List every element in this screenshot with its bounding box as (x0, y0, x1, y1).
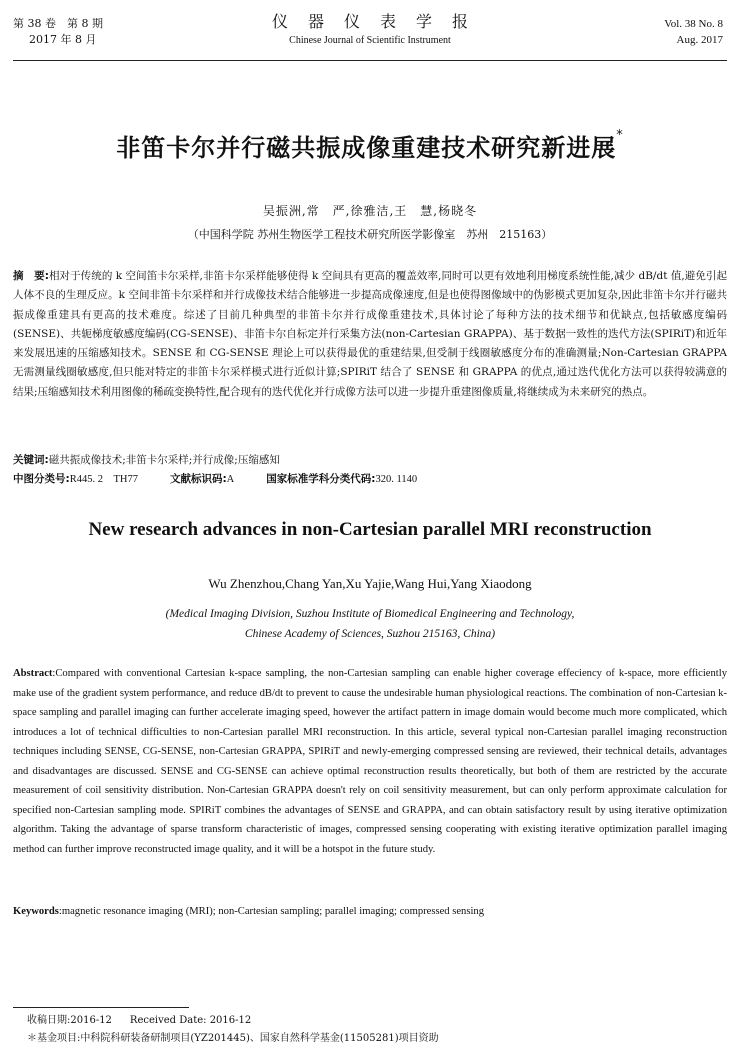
date-cn: 2017 年 8 月 (29, 33, 97, 46)
abstract-cn-text: 相对于传统的 k 空间笛卡尔采样,非笛卡尔采样能够使得 k 空间具有更高的覆盖效率,同时可以更有效地利用梯度系统性能,减少 dB/dt 值,避免引起人体不良的生理反应。k 空间非笛卡尔采样和并行成像技术结合能够进一步提高成像速度,但是也使得图像域中的伪影模式更加复杂,因此非笛卡尔并行磁共振成像重建具有更高的技术难度。综述了目前几种典型的非笛卡尔并行成像重建技术,具体讨论了每种方法的技术细节和优缺点,包括敏感度编码(SENSE)、共轭梯度敏感度编码(CG-SENSE)、非笛卡尔自标定并行采集方法(non-Cartesian GRAPPA)、基于数据一致性的迭代方法(SPIRiT)和近年来发展迅速的压缩感知技术。SENSE 和 CG-SENSE 理论上可以获得最优的重建结果,但受制于线圈敏感度分布的准确测量;Non-Cartesian GRAPPA 无需测量线圈敏感度,但只能对特定的非笛卡尔采样模式进行近似计算;SPIRiT 结合了 SENSE 和 GRAPPA 的优点,通过迭代优化方法可以获得较满意的结果;压缩感知技术利用图像的稀疏变换特性,配合现有的迭代优化并行成像方法可以进一步提升重建图像质量,将继续成为未来研究的热点。 (13, 270, 727, 398)
funding-note: ＊基金项目:中科院科研装备研制项目(YZ201445)、国家自然科学基金(11505281)项目资助 (27, 1033, 439, 1044)
abstract-en-label: Abstract (13, 668, 53, 679)
clc-label: 中图分类号: (13, 473, 70, 485)
received-date (27, 1013, 251, 1029)
issue-info-en (664, 16, 723, 48)
volume-en: Vol. 38 No. 8 (664, 18, 723, 30)
paper-title-cn (0, 128, 740, 163)
funding-mark: * (616, 128, 624, 143)
doc-code-label: 文献标识码: (169, 473, 227, 485)
header-divider (13, 60, 727, 61)
keywords-cn (13, 451, 727, 470)
date-en: Aug. 2017 (676, 34, 723, 46)
abstract-en (13, 664, 727, 859)
paper-title-en: New research advances in non-Cartesian parallel MRI reconstruction (88, 519, 652, 540)
abstract-cn-label: 摘 要: (13, 270, 49, 282)
received-date-cn: 收稿日期:2016-12 (27, 1015, 112, 1026)
affiliation-cn: （中国科学院 苏州生物医学工程技术研究所医学影像室 苏州 215163） (187, 228, 553, 241)
abstract-cn (13, 267, 727, 402)
keywords-en-label: Keywords (13, 906, 59, 917)
volume-cn: 第 38 卷 第 8 期 (13, 17, 103, 30)
received-date-en: Received Date: 2016-12 (129, 1015, 252, 1026)
journal-name-en: Chinese Journal of Scientific Instrument (289, 35, 451, 46)
std-code-label: 国家标准学科分类代码: (266, 473, 376, 485)
journal-name-cn: 仪器仪表学报 (271, 12, 488, 31)
authors-en: Wu Zhenzhou,Chang Yan,Xu Yajie,Wang Hui,Yang Xiaodong (208, 576, 532, 591)
authors-cn: 吴振洲,常 严,徐雅洁,王 慧,杨晓冬 (262, 204, 478, 218)
keywords-cn-label: 关键词: (13, 454, 49, 466)
abstract-en-text: :Compared with conventional Cartesian k-space sampling, the non-Cartesian sampling can enable higher coverage effeciency of k-space, more efficiently make use of the gradient system performance, and reduce dB/dt to prevent to cause the undesirable human physiological reactions. The combination of non-Cartesian k-space sampling and parallel imaging can further accelerate imaging speed, however the artifact pattern in image domain would become much more complicated, which introduces a lot of technical difficulties to non-Cartesian parallel MRI reconstruction. In this article, several typical non-Cartesian parallel imaging reconstruction techniques including SENSE, CG-SENSE, non-Cartesian GRAPPA, SPIRiT and newly-emerging compressed sensing are reviewed, their technical details, advantages and disadvantages are discussed. SENSE and CG-SENSE can achieve optimal reconstruction results theoretically, but both of them are restricted by the accurate measurement of coil sensitivity distribution. Non-Cartesian GRAPPA doesn't rely on coil sensitivity measurement, but can only perform approximate calculation for specified non-Cartesian sampling mode. SPIRiT combines the advantages of SENSE and GRAPPA, and can obtain satisfactory result by using iterative optimization algorithm. Taking the advantage of sparse transform characteristic of images, compressed sensing cooperating with existing iterative optimization parallel imaging method can further improve reconstructed image quality, and it will be a hotspot in the future study. (13, 668, 727, 855)
keywords-en (13, 902, 727, 921)
paper-title-cn-text: 非笛卡尔并行磁共振成像重建技术研究新进展 (116, 134, 617, 162)
clc-value: R445. 2 TH77 (69, 474, 138, 485)
affiliation-en-line1: (Medical Imaging Division, Suzhou Institute of Biomedical Engineering and Technology, (165, 608, 575, 620)
doc-code-value: A (226, 474, 235, 485)
classification-codes (13, 470, 727, 489)
std-code-value: 320. 1140 (375, 474, 418, 485)
journal-name (0, 12, 740, 46)
keywords-en-text: :magnetic resonance imaging (MRI); non-Cartesian sampling; parallel imaging; compressed sensing (58, 906, 485, 917)
affiliation-en-line2: Chinese Academy of Sciences, Suzhou 215163, China) (244, 628, 496, 640)
keywords-cn-text: 磁共振成像技术;非笛卡尔采样;并行成像;压缩感知 (48, 454, 280, 466)
footnote-divider (13, 1007, 189, 1008)
affiliation-en (0, 604, 740, 644)
